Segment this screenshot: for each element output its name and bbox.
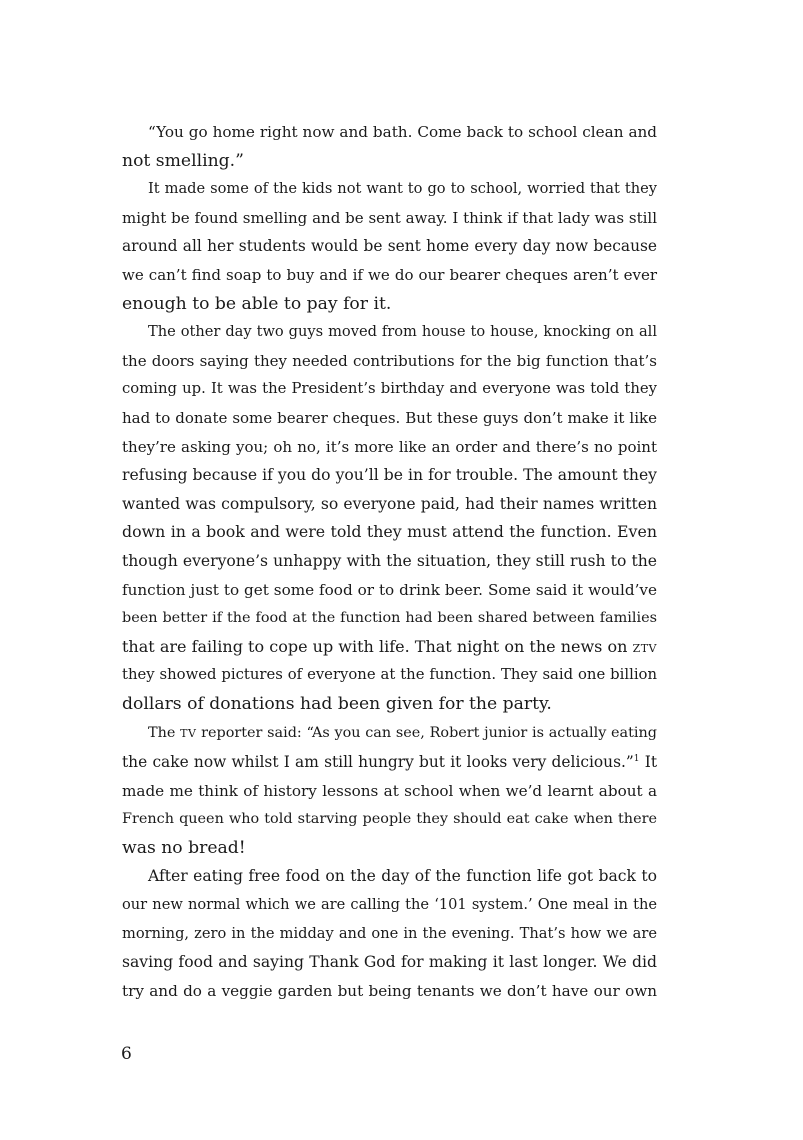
abbreviation-ztv: ztv xyxy=(632,636,658,656)
text-line xyxy=(122,748,657,777)
text-line: try and do a veggie garden but being tenants we don’t have our own xyxy=(122,981,657,1000)
paragraph-4 xyxy=(122,718,657,862)
text-segment: The xyxy=(148,725,176,742)
text-line: “You go home right now and bath. Come back to school clean and xyxy=(148,123,657,141)
footnote-marker[interactable]: 1 xyxy=(633,753,640,764)
text-line: was no bread! xyxy=(122,837,246,858)
text-line: been better if the food at the function had been shared between families xyxy=(122,610,657,627)
paragraph-3 xyxy=(122,318,657,718)
text-line: refusing because if you do you’ll be in for trouble. The amount they xyxy=(122,466,657,485)
text-line: coming up. It was the President’s birthday and everyone was told they xyxy=(122,380,657,398)
text-line: they showed pictures of everyone at the function. They said one billion xyxy=(122,666,657,684)
text-line: dollars of donations had been given for the party. xyxy=(122,693,552,714)
text-line: saving food and saying Thank God for making it last longer. We did xyxy=(122,953,657,972)
text-segment: It xyxy=(644,753,657,772)
text-line: morning, zero in the midday and one in the evening. That’s how we are xyxy=(122,924,657,942)
text-line: our new normal which we are calling the ‘101 system.’ One meal in the xyxy=(122,896,657,914)
text-line: they’re asking you; oh no, it’s more like an order and there’s no point xyxy=(122,437,657,456)
text-line: we can’t find soap to buy and if we do our bearer cheques aren’t ever xyxy=(122,265,657,284)
text-line: might be found smelling and be sent away. I think if that lady was still xyxy=(122,208,657,227)
paragraph-2 xyxy=(122,175,657,318)
text-line: the doors saying they needed contributions for the big function that’s xyxy=(122,351,657,370)
page-body xyxy=(122,118,657,1005)
text-line: had to donate some bearer cheques. But these guys don’t make it like xyxy=(122,408,657,427)
text-line: The other day two guys moved from house to house, knocking on all xyxy=(148,323,657,341)
text-line: It made some of the kids not want to go to school, worried that they xyxy=(148,180,657,198)
text-line: enough to be able to pay for it. xyxy=(122,293,392,314)
text-segment: that are failing to cope up with life. That night on the news on xyxy=(122,636,628,656)
text-line: made me think of history lessons at school when we’d learnt about a xyxy=(122,781,657,800)
paragraph-5 xyxy=(122,862,657,1005)
paragraph-1 xyxy=(122,118,657,175)
text-line xyxy=(122,633,657,662)
text-line: function just to get some food or to drink beer. Some said it would’ve xyxy=(122,580,657,599)
text-line: After eating free food on the day of the function life got back to xyxy=(148,867,657,886)
text-segment: the cake now whilst I am still hungry but it looks very delicious.” xyxy=(122,753,634,772)
text-line: wanted was compulsory, so everyone paid, had their names written xyxy=(122,494,657,513)
text-line: down in a book and were told they must attend the function. Even xyxy=(122,522,657,542)
abbreviation-tv: tv xyxy=(180,722,197,742)
text-line: though everyone’s unhappy with the situation, they still rush to the xyxy=(122,551,657,570)
text-line: around all her students would be sent home every day now because xyxy=(122,237,657,256)
text-line xyxy=(122,718,657,748)
text-line: French queen who told starving people they should eat cake when there xyxy=(122,811,657,828)
text-segment: reporter said: “As you can see, Robert junior is actually eating xyxy=(201,725,658,742)
page-number: 6 xyxy=(121,1044,132,1064)
text-line: not smelling.” xyxy=(122,150,244,171)
